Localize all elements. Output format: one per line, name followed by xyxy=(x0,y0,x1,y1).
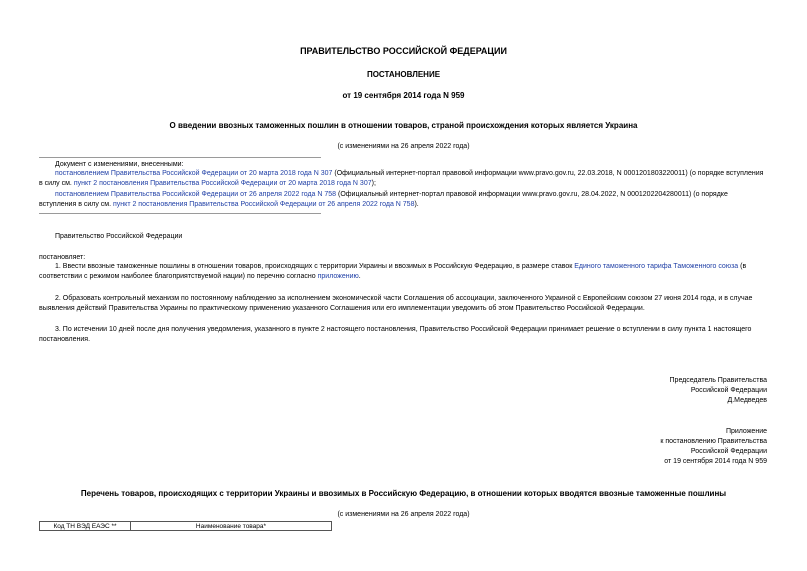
appendix-ref: к постановлению Правительства xyxy=(660,438,767,445)
tariff-link[interactable]: Единого таможенного тарифа Таможенного союза xyxy=(574,263,739,270)
change-1-link[interactable]: постановлением Правительства Российской Федерации от 20 марта 2018 года N 307 xyxy=(55,170,333,177)
change-item-1: постановлением Правительства Российской Федерации от 20 марта 2018 года N 307 (Официальный интернет-портал правовой информации www.pravo.gov.ru, 22.03.2018, N 0001201803220011) (о порядке вступления в силу см. пункт 2 постановления Правительства Российской Федерации от 20 марта 2018 года N 307); xyxy=(39,170,764,187)
change-2-link[interactable]: постановлением Правительства Российской Федерации от 26 апреля 2022 года N 758 xyxy=(55,191,337,198)
amendment-note: (с изменениями на 26 апреля 2022 года) xyxy=(337,143,470,150)
list-amendment-note: (с изменениями на 26 апреля 2022 года) xyxy=(337,511,470,518)
appendix-link[interactable]: приложению xyxy=(317,272,359,280)
appendix-date: от 19 сентября 2014 года N 959 xyxy=(664,458,767,465)
appendix-label: Приложение xyxy=(725,428,767,435)
paragraph-2: 2. Образовать контрольный механизм по постоянному наблюдению за исполнением экономической части Соглашения об ассоциации, заключенного Украиной с Европейским союзом 27 июня 2014 года, и в случае выявления действий Правительства Украины по практическому применению указанного Соглашения или его имплементации уведомить об этом Правительство Российской Федерации. xyxy=(39,295,753,312)
signature-name: Д.Медведев xyxy=(727,397,767,404)
document-type: ПОСТАНОВЛЕНИЕ xyxy=(366,70,441,79)
signature-position: Председатель Правительства xyxy=(669,377,767,384)
changes-intro: Документ с изменениями, внесенными: xyxy=(55,161,184,168)
list-title: Перечень товаров, происходящих с территории Украины и ввозимых в Российскую Федерацию, в отношении которых вводятся ввозные таможенные пошлины xyxy=(80,489,727,498)
document-date-number: от 19 сентября 2014 года N 959 xyxy=(342,91,465,100)
change-item-2: постановлением Правительства Российской Федерации от 26 апреля 2022 года N 758 (Официальный интернет-портал правовой информации www.pravo.gov.ru, 28.04.2022, N 0001202204280011) (о порядке вступления в силу см. пункт 2 постановления Правительства Российской Федерации от 26 апреля 2022 года N 758). xyxy=(39,191,728,208)
paragraph-1: 1. Ввести ввозные таможенные пошлины в отношении товаров, происходящих с территории Украины и ввозимых в Российскую Федерацию, в размере ставок Единого таможенного тарифа Таможенного союза (в соответствии с режимом наиболее благоприятствуемой нации) по перечню согласно приложению. xyxy=(39,263,747,280)
table-header-row xyxy=(40,522,332,531)
signature-country: Российской Федерации xyxy=(690,387,767,394)
paragraph-3: 3. По истечении 10 дней после дня получения уведомления, указанного в пункте 2 настоящего постановления, Правительство Российской Федерации принимает решение о вступлении в силу пункта 1 настоящего постановления. xyxy=(39,326,752,343)
change-2-clause-link[interactable]: пункт 2 постановления Правительства Российской Федерации от 26 апреля 2022 года N 758 xyxy=(113,200,415,208)
bottom-rule xyxy=(39,213,321,214)
top-rule xyxy=(39,157,321,158)
goods-table xyxy=(39,521,332,531)
document-title: О введении ввозных таможенных пошлин в отношении товаров, страной происхождения которых является Украина xyxy=(169,121,638,130)
column-name: Наименование товара* xyxy=(131,522,332,531)
change-1-clause-link[interactable]: пункт 2 постановления Правительства Российской Федерации от 20 марта 2018 года N 307 xyxy=(73,179,372,187)
appendix-country: Российской Федерации xyxy=(690,448,767,455)
column-code: Код ТН ВЭД ЕАЭС ** xyxy=(40,522,131,531)
decrees-label: постановляет: xyxy=(39,254,86,261)
document-org: ПРАВИТЕЛЬСТВО РОССИЙСКОЙ ФЕДЕРАЦИИ xyxy=(300,46,507,56)
government-label: Правительство Российской Федерации xyxy=(55,233,183,240)
